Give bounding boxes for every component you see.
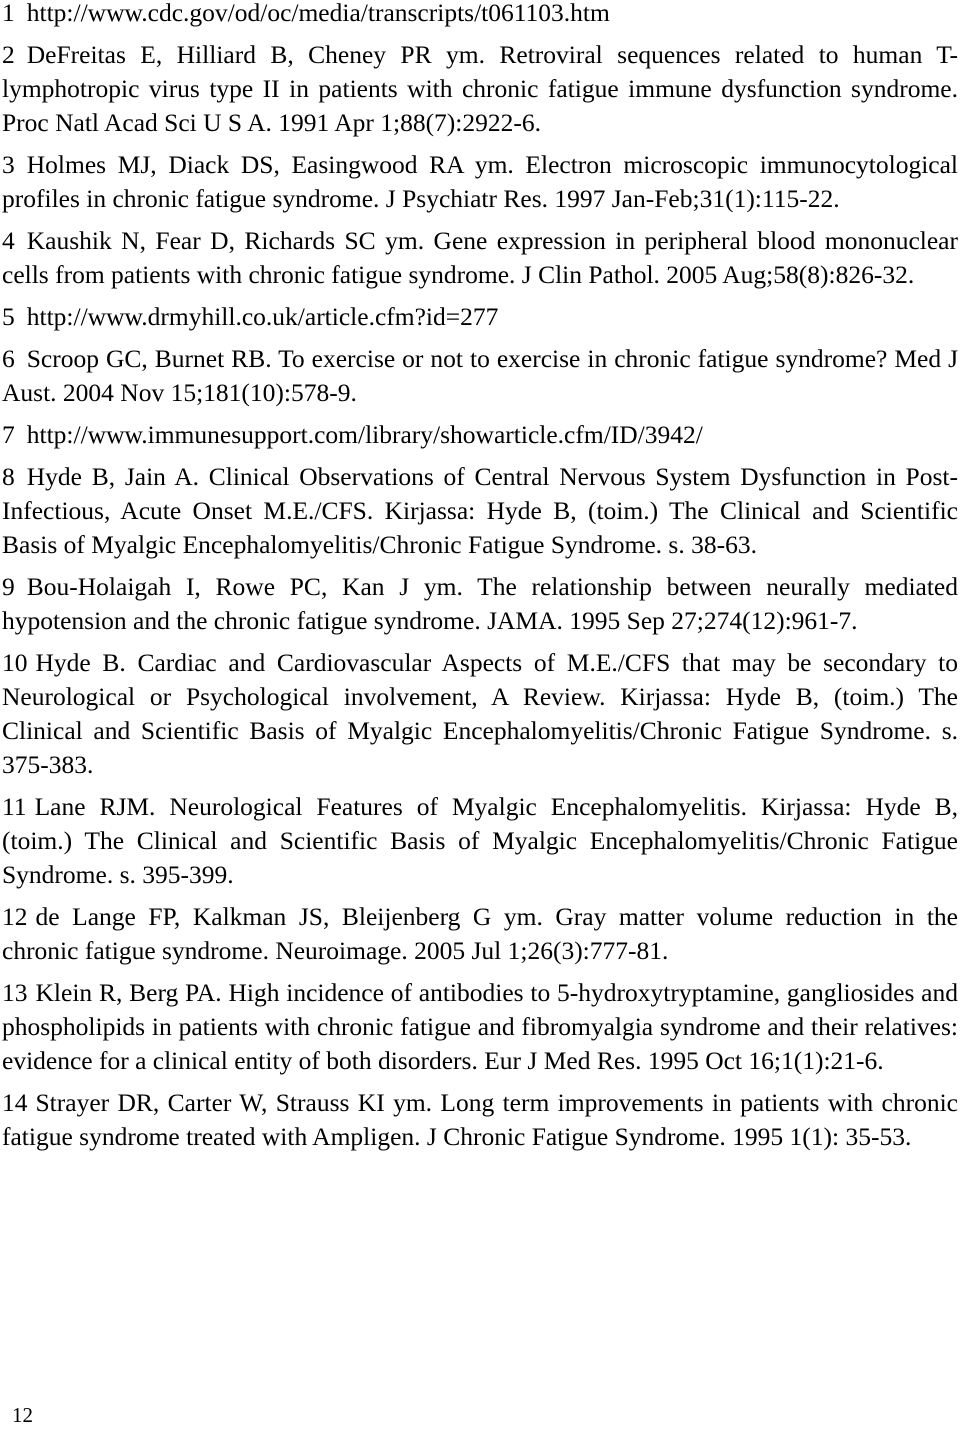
reference-number: 11 — [2, 792, 27, 821]
reference-text: Hyde B, Jain A. Clinical Observations of Central Nervous System Dysfunction in Post-Infectious, Acute Onset M.E./CFS. Kirjassa: Hyde B, (toim.) The Clinical and Scientific Basis of Myalgic Encephalomyelitis/Chronic Fatigue Syndrome. s. 38-63. — [2, 462, 958, 559]
reference-item — [2, 38, 958, 140]
reference-text: Kaushik N, Fear D, Richards SC ym. Gene expression in peripheral blood mononuclear cells from patients with chronic fatigue syndrome. J Clin Pathol. 2005 Aug;58(8):826-32. — [2, 226, 958, 289]
reference-item — [2, 460, 958, 562]
reference-text: http://www.drmyhill.co.uk/article.cfm?id=277 — [26, 302, 499, 331]
reference-number: 4 — [2, 226, 15, 255]
reference-text: Hyde B. Cardiac and Cardiovascular Aspects of M.E./CFS that may be secondary to Neurological or Psychological involvement, A Review. Kirjassa: Hyde B, (toim.) The Clinical and Scientific Basis of Myalgic Encephalomyelitis/Chronic Fatigue Syndrome. s. 375-383. — [2, 648, 958, 779]
reference-item — [2, 418, 958, 452]
reference-text: de Lange FP, Kalkman JS, Bleijenberg G ym. Gray matter volume reduction in the chronic fatigue syndrome. Neuroimage. 2005 Jul 1;26(3):777-81. — [2, 902, 958, 965]
reference-item — [2, 900, 958, 968]
reference-text: Holmes MJ, Diack DS, Easingwood RA ym. Electron microscopic immunocytological profiles in chronic fatigue syndrome. J Psychiatr Res. 1997 Jan-Feb;31(1):115-22. — [2, 150, 958, 213]
reference-text: Bou-Holaigah I, Rowe PC, Kan J ym. The relationship between neurally mediated hypotension and the chronic fatigue syndrome. JAMA. 1995 Sep 27;274(12):961-7. — [2, 572, 958, 635]
reference-item — [2, 0, 958, 30]
reference-item — [2, 790, 958, 892]
reference-number: 2 — [2, 40, 15, 69]
reference-number: 3 — [2, 150, 15, 179]
reference-item — [2, 300, 958, 334]
reference-number: 5 — [2, 302, 15, 331]
reference-text: Klein R, Berg PA. High incidence of antibodies to 5-hydroxytryptamine, gangliosides and phospholipids in patients with chronic fatigue and fibromyalgia syndrome and their relatives: evidence for a clinical entity of both disorders. Eur J Med Res. 1995 Oct 16;1(1):21-6. — [2, 978, 958, 1075]
reference-text: Scroop GC, Burnet RB. To exercise or not to exercise in chronic fatigue syndrome? Med J Aust. 2004 Nov 15;181(10):578-9. — [2, 344, 958, 407]
reference-item — [2, 646, 958, 782]
reference-number: 7 — [2, 420, 15, 449]
reference-text: http://www.cdc.gov/od/oc/media/transcripts/t061103.htm — [26, 0, 610, 27]
reference-number: 13 — [2, 978, 28, 1007]
reference-text: http://www.immunesupport.com/library/showarticle.cfm/ID/3942/ — [26, 420, 703, 449]
reference-number: 8 — [2, 462, 15, 491]
reference-item — [2, 570, 958, 638]
reference-number: 10 — [2, 648, 28, 677]
reference-item — [2, 148, 958, 216]
reference-item — [2, 224, 958, 292]
reference-number: 6 — [2, 344, 15, 373]
reference-list — [2, 0, 958, 1154]
reference-item — [2, 976, 958, 1078]
reference-text: DeFreitas E, Hilliard B, Cheney PR ym. Retroviral sequences related to human T-lymphotropic virus type II in patients with chronic fatigue immune dysfunction syndrome. Proc Natl Acad Sci U S A. 1991 Apr 1;88(7):2922-6. — [2, 40, 958, 137]
page-number: 12 — [12, 1403, 33, 1427]
reference-number: 1 — [2, 0, 15, 27]
reference-item — [2, 342, 958, 410]
reference-number: 12 — [2, 902, 28, 931]
reference-text: Lane RJM. Neurological Features of Myalgic Encephalomyelitis. Kirjassa: Hyde B, (toim.) The Clinical and Scientific Basis of Myalgic Encephalomyelitis/Chronic Fatigue Syndrome. s. 395-399. — [2, 792, 958, 889]
reference-number: 14 — [2, 1088, 28, 1117]
reference-item — [2, 1086, 958, 1154]
reference-number: 9 — [2, 572, 15, 601]
reference-text: Strayer DR, Carter W, Strauss KI ym. Long term improvements in patients with chronic fatigue syndrome treated with Ampligen. J Chronic Fatigue Syndrome. 1995 1(1): 35-53. — [2, 1088, 958, 1151]
